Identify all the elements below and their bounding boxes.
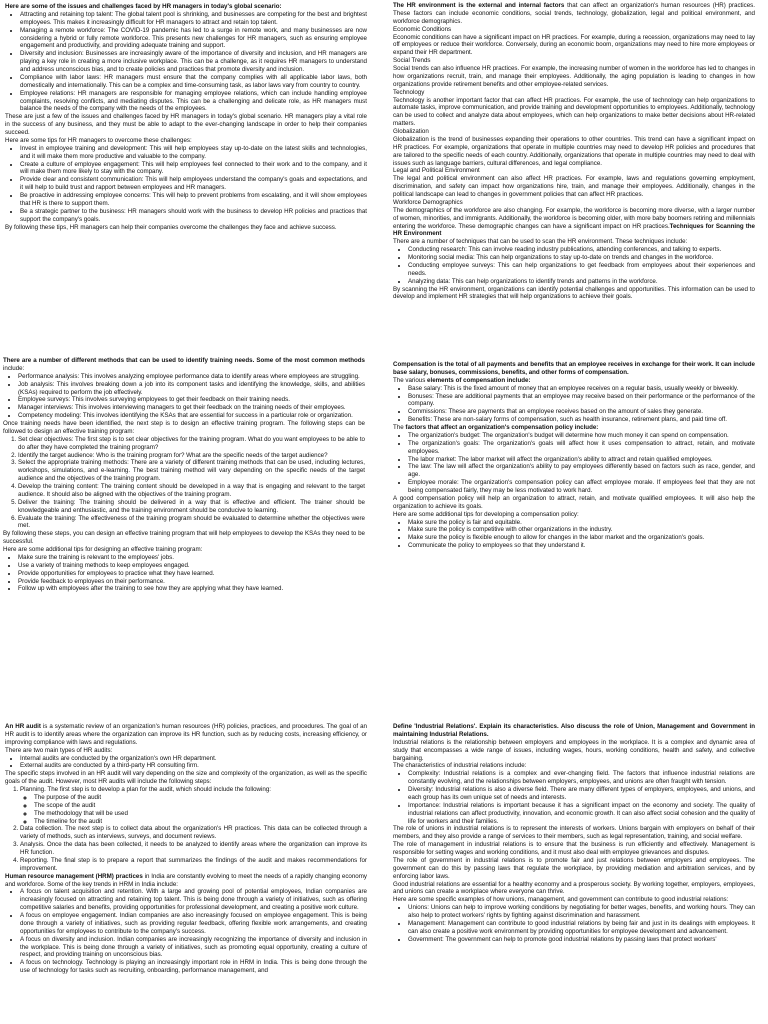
list-item: • Employee relations: HR managers are responsible for managing employee relations, which can include handling employee complaints, resolving conflicts, and mediating disputes. This can be a challenging and delicate role, as HR managers must balance the needs of the company with the needs of the employees. (20, 90, 367, 114)
panel-hr-environment (393, 2, 755, 301)
list-item: • Job analysis: This involves breaking down a job into its component tasks and identifying the knowledge, skills, and abilities (KSAs) required to perform the job effectively. (18, 381, 365, 397)
intro-text: is a systematic review of an organization's human resources (HR) policies, practices, and procedures. The goal of an HR audit is to identify areas where the organization can improve its HR function, such as by reducing costs, increasing efficiency, or improving compliance with laws and regulations. (5, 723, 367, 746)
paragraph: Here are some additional tips for developing a compensation policy: (393, 510, 579, 518)
list-item: • Create a culture of employee engagement: This will help employees feel connected to their work and to the company, and it will make them more likely to stay with the company. (20, 161, 367, 177)
list-item: 5. Deliver the training: The training should be delivered in a way that is effective and efficient. The trainer should be knowledgeable and enthusiastic, and the training environment should be conducive to learning. (18, 499, 365, 515)
list-item: 2. Identify the target audience: Who is the training program for? What are the specific needs of the target audience? (18, 452, 365, 460)
paragraph: The characteristics of industrial relations include: (393, 762, 527, 770)
paragraph: Once training needs have been identified, the next step is to design an effective training program. The following steps can be followed to design an effective training program: (3, 420, 365, 435)
paragraph: Here are some tips for HR managers to overcome these challenges: (5, 136, 192, 144)
paragraph: By following these tips, HR managers can help their companies overcome the challenges they face and achieve success. (5, 223, 337, 231)
list-item: 4. Reporting. The final step is to prepare a report that summarizes the findings of the audit and makes recommendations for improvement. (20, 857, 367, 873)
paragraph: Technology is another important factor that can affect HR practices. For example, the use of technology can help organizations to automate tasks, improve communication, and provide training and development opportunities to employees. Additionally, technology can be used to collect and analyze data about employees, which can help organizations to make better decisions about HR-related matters. (393, 96, 755, 128)
list-item: • Bonuses: These are additional payments that an employee may receive based on their performance or the performance of the company. (408, 393, 755, 409)
paragraph: Here are some additional tips for designing an effective training program: (3, 546, 203, 553)
list-item: • The labor market: The labor market will affect the organization's ability to attract and retain qualified employees. (408, 456, 755, 464)
paragraph: Economic conditions can have a significant impact on HR practices. For example, during a recession, organizations may need to lay off employees or reduce their workforce. Conversely, during an economic boom, organizations may need to hire more employees or expand their HR department. (393, 33, 755, 57)
list-item: • Manager interviews: This involves interviewing managers to get their feedback on the training needs of their employees. (18, 404, 365, 412)
list-item: • Conducting employee surveys: This can help organizations to get feedback from employees about their experiences and needs. (408, 262, 755, 278)
section-title: Economic Conditions (393, 25, 452, 33)
techniques-title: Techniques for Scanning the HR Environment (393, 222, 755, 238)
paragraph: Here are some specific examples of how unions, management, and government can contribute to good industrial relations: (393, 896, 729, 904)
list-item: • Compliance with labor laws: HR managers must ensure that the company complies with all applicable labor laws, both domestically and internationally. This can be a complex and time-consuming task, as labor laws vary from country to country. (20, 74, 367, 90)
list-item: • Employee morale: The organization's compensation policy can affect employee morale. If employees feel that they are not being compensated fairly, they may be less motivated to work hard. (408, 479, 755, 495)
heading-bold: There are a number of different methods that can be used to identify training needs. Some of the most common methods (3, 357, 365, 364)
paragraph: There are a number of techniques that can be used to scan the HR environment. These techniques include: (393, 238, 688, 246)
examples-list (393, 904, 755, 943)
paragraph: These are just a few of the issues and challenges faced by HR managers in today's global scenario. HR managers play a vital role in the success of any business, and they must be able to adapt to the ever-changing landscape in order to help their companies succeed. (5, 113, 367, 136)
tips-list (5, 145, 367, 224)
paragraph: A good compensation policy will help an organization to attract, retain, and motivate qualified employees. It will also help the organization to achieve its goals. (393, 494, 755, 510)
paragraph: The legal and political environment can also affect HR practices. For example, laws and regulations governing employment, discrimination, and safety can impact how organizations hire, train, and manage their employees. Additionally, changes in the political landscape can lead to changes in government policies that can affect HR practices. (393, 175, 755, 198)
list-item: 6. Evaluate the training: The effectiveness of the training program should be evaluated to determine whether the objectives were met. (18, 515, 365, 531)
list-item: ◦ The scope of the audit (34, 802, 367, 810)
paragraph (393, 207, 755, 239)
panel-compensation (393, 361, 755, 550)
intro-paragraph (393, 2, 755, 26)
list-item: • Communicate the policy to employees so that they understand it. (408, 542, 755, 550)
list-item: 1. Set clear objectives: The first step is to set clear objectives for the training program. What do you want employees to be able to do after they have completed the training program? (18, 436, 365, 452)
section-title: Technology (393, 88, 425, 96)
panel-hr-challenges (5, 3, 367, 231)
characteristics-list (393, 770, 755, 825)
paragraph: The role of government in industrial relations is to promote fair and just relations between employers and employees. The government can do this by passing laws that regulate the workplace, by providing mediation and arbitration services, and by enforcing labor laws. (393, 856, 755, 880)
list-item: • Employee surveys: This involves surveying employees to get their feedback on their training needs. (18, 396, 365, 404)
paragraph: Industrial relations is the relationship between employers and employees in the workplace. It is a complex and dynamic area of study that encompasses a wide range of issues, including wages, hours, working conditions, health and safety, and collective bargaining. (393, 738, 755, 762)
list-item: • Make sure the policy is competitive with other organizations in the industry. (408, 526, 755, 534)
bold-term: elements of compensation include: (427, 376, 531, 384)
list-item: • Competency modeling: This involves identifying the KSAs that are essential for success in a particular role or organization. (18, 412, 365, 420)
workforce-text: The demographics of the workforce are also changing. For example, the workforce is becoming more diverse, with a larger number of women, minorities, and immigrants. Additionally, the workforce is becoming older, with more baby boomers retiring and millennials entering the workforce. These demographic changes can have a significant impact on HR practices. (393, 206, 755, 230)
list-item: • A focus on talent acquisition and retention. With a large and growing pool of potential employees, Indian companies are increasingly focused on attracting and retaining top talent. This is being done through a variety of initiatives, such as offering competitive salaries and benefits, providing opportunities for professional development, and creating a positive work culture. (20, 888, 367, 912)
text: in India are constantly evolving to meet the needs of a rapidly changing economy and workforce. Some of the key trends in HRM in India include: (5, 872, 367, 888)
heading: Here are some of the issues and challenges faced by HR managers in today's global scenario: (5, 3, 282, 10)
intro-paragraph (5, 723, 367, 747)
paragraph: By following these steps, you can design an effective training program that will help employees to develop the KSAs they need to be successful. (3, 530, 365, 546)
list-item: • Importance: Industrial relations is important because it has a significant impact on the economy and society. The quality of industrial relations can affect productivity, innovation, and economic growth. It can also affect social cohesion and the quality of life for workers and their families. (408, 802, 755, 826)
list-item: • Conducting research: This can involve reading industry publications, attending conferences, and talking to experts. (408, 246, 755, 254)
panel-hr-audit (5, 723, 367, 975)
list-item: ◦ The methodology that will be used (34, 810, 367, 818)
paragraph: There are two main types of HR audits: (5, 746, 113, 754)
paragraph: The role of unions in industrial relations is to represent the interests of workers. Unions bargain with employers on behalf of their members, and they also provide a range of services to their members, such as legal representation, training, and social welfare. (393, 825, 755, 841)
list-item: • Commissions: These are payments that an employee receives based on the amount of sales they generate. (408, 408, 755, 416)
tips-list (3, 554, 365, 593)
list-item: • Base salary: This is the fixed amount of money that an employee receives on a regular basis, usually weekly or biweekly. (408, 385, 755, 393)
bold-term: Human resource management (HRM) practices (5, 872, 143, 880)
audit-steps-list (5, 786, 367, 873)
list-item: • Performance analysis: This involves analyzing employee performance data to identify areas where employees are struggling. (18, 373, 365, 381)
list-item: • Make sure the training is relevant to the employees' jobs. (18, 554, 365, 562)
list-item: • A focus on employee engagement. Indian companies are also increasingly focused on employee engagement. This is being done through a variety of initiatives, such as providing regular feedback, offering flexible work arrangements, and creating opportunities for employees to contribute to the company's success. (20, 912, 367, 936)
list-item: • Diversity: Industrial relations is also a diverse field. There are many different types of employers, employees, and unions, and each group has its own unique set of needs and interests. (408, 786, 755, 802)
list-item: 3. Analysis. Once the data has been collected, it needs to be analyzed to identify areas where the organization can improve its HR function. (20, 841, 367, 857)
section-title: Social Trends (393, 57, 431, 65)
paragraph (5, 873, 367, 889)
list-item: • Follow up with employees after the training to see how they are applying what they have learned. (18, 585, 365, 593)
paragraph: By scanning the HR environment, organizations can identify potential challenges and opportunities. This information can be used to develop and implement HR strategies that will help organizations to achieve their goals. (393, 285, 755, 301)
section-title: Legal and Political Environment (393, 167, 480, 175)
list-item: • A focus on technology. Technology is playing an increasingly important role in HRM in India. This is being done through the use of technology for tasks such as recruiting, onboarding, performance management, and (20, 959, 367, 975)
heading-tail: include: (3, 364, 25, 372)
types-list (5, 755, 367, 771)
list-item (20, 786, 367, 825)
paragraph: The role of management in industrial relations is to ensure that the business is run efficiently and effectively. Management is responsible for setting wages and working conditions, and it must also deal with employee grievances and disputes. (393, 841, 755, 856)
list-item: • The organization's budget: The organization's budget will determine how much money it can spend on compensation. (408, 432, 755, 440)
factors-list (393, 432, 755, 495)
list-item: • The organization's goals: The organization's goals will affect how it uses compensation to attract, retain, and motivate employees. (408, 440, 755, 456)
list-item: ◦ The timeline for the audit (34, 818, 367, 826)
issues-list (5, 11, 367, 113)
paragraph: Good industrial relations are essential for a healthy economy and a prosperous society. By working together, employers, employees, and unions can create a workplace where everyone can thrive. (393, 880, 755, 896)
heading (3, 357, 365, 373)
methods-list (3, 373, 365, 420)
list-item: • Make sure the policy is flexible enough to allow for changes in the labor market and the organization's goals. (408, 534, 755, 542)
techniques-list (393, 246, 755, 285)
paragraph (393, 424, 755, 432)
list-item: • Unions: Unions can help to improve working conditions by negotiating for better wages, benefits, and working hours. They can also help to protect workers' rights by fighting against discrimination and harassment. (408, 904, 755, 920)
intro-text: that can affect an organization's human resources (HR) practices. These factors can include economic conditions, social trends, technology, globalization, legal and political environment, and workforce demographics. (393, 2, 755, 25)
list-item: • Make sure the policy is fair and equitable. (408, 519, 755, 527)
list-item: • Complexity: Industrial relations is a complex and ever-changing field. The factors that influence industrial relations are constantly evolving, and the relationships between employers, employees, and unions are often fraught with tension. (408, 770, 755, 786)
list-item: • Management: Management can contribute to good industrial relations by being fair and just in its dealings with employees. It can also create a positive work environment by providing opportunities for employee development and advancement. (408, 920, 755, 936)
trends-list (5, 888, 367, 975)
paragraph: The specific steps involved in an HR audit will vary depending on the size and complexity of the organization, as well as the specific goals of the audit. However, most HR audits will include the following steps: (5, 770, 367, 786)
list-item: 2. Data collection. The next step is to collect data about the organization's HR practices. This data can be collected through a variety of methods, such as interviews, surveys, and document reviews. (20, 825, 367, 841)
list-item: 3. Select the appropriate training methods: There are a variety of different training methods that can be used, including lectures, workshops, simulations, and e-learning. The best training method will vary depending on the specific needs of the target audience and the objectives of the training program. (18, 459, 365, 483)
list-item: • Attracting and retaining top talent: The global talent pool is shrinking, and businesses are competing for the best and brightest employees. This makes it increasingly difficult for HR managers to attract and retain top talent. (20, 11, 367, 27)
list-item: • Provide feedback to employees on their performance. (18, 578, 365, 586)
heading: Define 'Industrial Relations'. Explain its characteristics. Also discuss the role of Union, Management and Government in maintaining Industrial Relations. (393, 723, 755, 738)
panel-industrial-relations (393, 723, 755, 944)
list-item: • Internal audits are conducted by the organization's own HR department. (20, 755, 367, 763)
list-item: ◦ The purpose of the audit (34, 794, 367, 802)
paragraph: Social trends can also influence HR practices. For example, the increasing number of women in the workforce has led to changes in how organizations recruit, train, and manage their employees. Additionally, the aging population is leading to changes in how organizations provide retirement benefits and other employee-related services. (393, 65, 755, 88)
bold-term: An HR audit (5, 723, 41, 730)
elements-list (393, 385, 755, 424)
list-item: • A focus on diversity and inclusion. Indian companies are increasingly recognizing the importance of diversity and inclusion in the workplace. This is being done through a variety of initiatives, such as promoting equal opportunity, creating a culture of respect, and providing training on unconscious bias. (20, 936, 367, 960)
list-item: • Invest in employee training and development: This will help employees stay up-to-date on the latest skills and technologies, and it will make them more productive and valuable to the company. (20, 145, 367, 161)
list-item: • Managing a remote workforce: The COVID-19 pandemic has led to a surge in remote work, and many businesses are now considering a hybrid or fully remote workforce. This presents new challenges for HR managers, such as ensuring employee engagement and productivity, and providing adequate training and support. (20, 27, 367, 51)
list-item: • Provide opportunities for employees to practice what they have learned. (18, 570, 365, 578)
text: The various (393, 376, 428, 384)
list-item: • External audits are conducted by a third-party HR consulting firm. (20, 762, 367, 770)
step-text: Planning. The first step is to develop a plan for the audit, which should include the following: (20, 786, 271, 793)
list-item: • Diversity and inclusion: Businesses are increasingly aware of the importance of diversity and inclusion, and HR managers are playing a key role in creating a more inclusive workplace. This can be a challenge, as it requires HR managers to understand and address unconscious bias, and to create policies and practices that promote diversity and inclusion. (20, 50, 367, 74)
list-item: • Government: The government can help to promote good industrial relations by passing laws that protect workers' (408, 936, 755, 944)
list-item: • Analyzing data: This can help organizations to identify trends and patterns in the workforce. (408, 278, 755, 286)
heading: Compensation is the total of all payments and benefits that an employee receives in exchange for their work. It can include base salary, bonuses, commissions, benefits, and other forms of compensation. (393, 361, 755, 376)
list-item: • Provide clear and consistent communication: This will help employees understand the company's goals and expectations, and it will help to build trust and rapport between employees and HR managers. (20, 176, 367, 192)
plan-items-list (20, 794, 367, 826)
section-title: Globalization (393, 128, 429, 135)
list-item: • Monitoring social media: This can help organizations to stay up-to-date on trends and changes in the workforce. (408, 254, 755, 262)
steps-list (3, 436, 365, 531)
list-item: • Be proactive in addressing employee concerns: This will help to prevent problems from escalating, and it will show employees that HR is there to support them. (20, 192, 367, 208)
list-item: • The law: The law will affect the organization's ability to pay employees differently based on factors such as race, gender, and age. (408, 463, 755, 479)
list-item: • Use a variety of training methods to keep employees engaged. (18, 562, 365, 570)
bold-term: The HR environment is the external and internal factors (393, 2, 565, 9)
panel-training-needs (3, 357, 365, 593)
section-title: Workforce Demographics (393, 198, 463, 206)
list-item: • Be a strategic partner to the business: HR managers should work with the business to develop HR policies and practices that support the company's goals. (20, 208, 367, 224)
text: The (393, 424, 406, 431)
list-item: • Benefits: These are non-salary forms of compensation, such as health insurance, retirement plans, and paid time off. (408, 416, 755, 424)
bold-term: factors that affect an organization's compensation policy include: (405, 424, 599, 431)
paragraph (393, 377, 755, 385)
paragraph: Globalization is the trend of businesses expanding their operations to other countries. This trend can have a significant impact on HR practices. For example, organizations that operate in multiple countries may need to develop HR policies and procedures that are tailored to the specific needs of each country. Additionally, organizations that operate in multiple countries may need to deal with issues such as language barriers, cultural differences, and legal compliance. (393, 135, 755, 167)
list-item: 4. Develop the training content: The training content should be developed in a way that is engaging and relevant to the target audience. It should also be aligned with the objectives of the training program. (18, 483, 365, 499)
tips-list (393, 519, 755, 551)
